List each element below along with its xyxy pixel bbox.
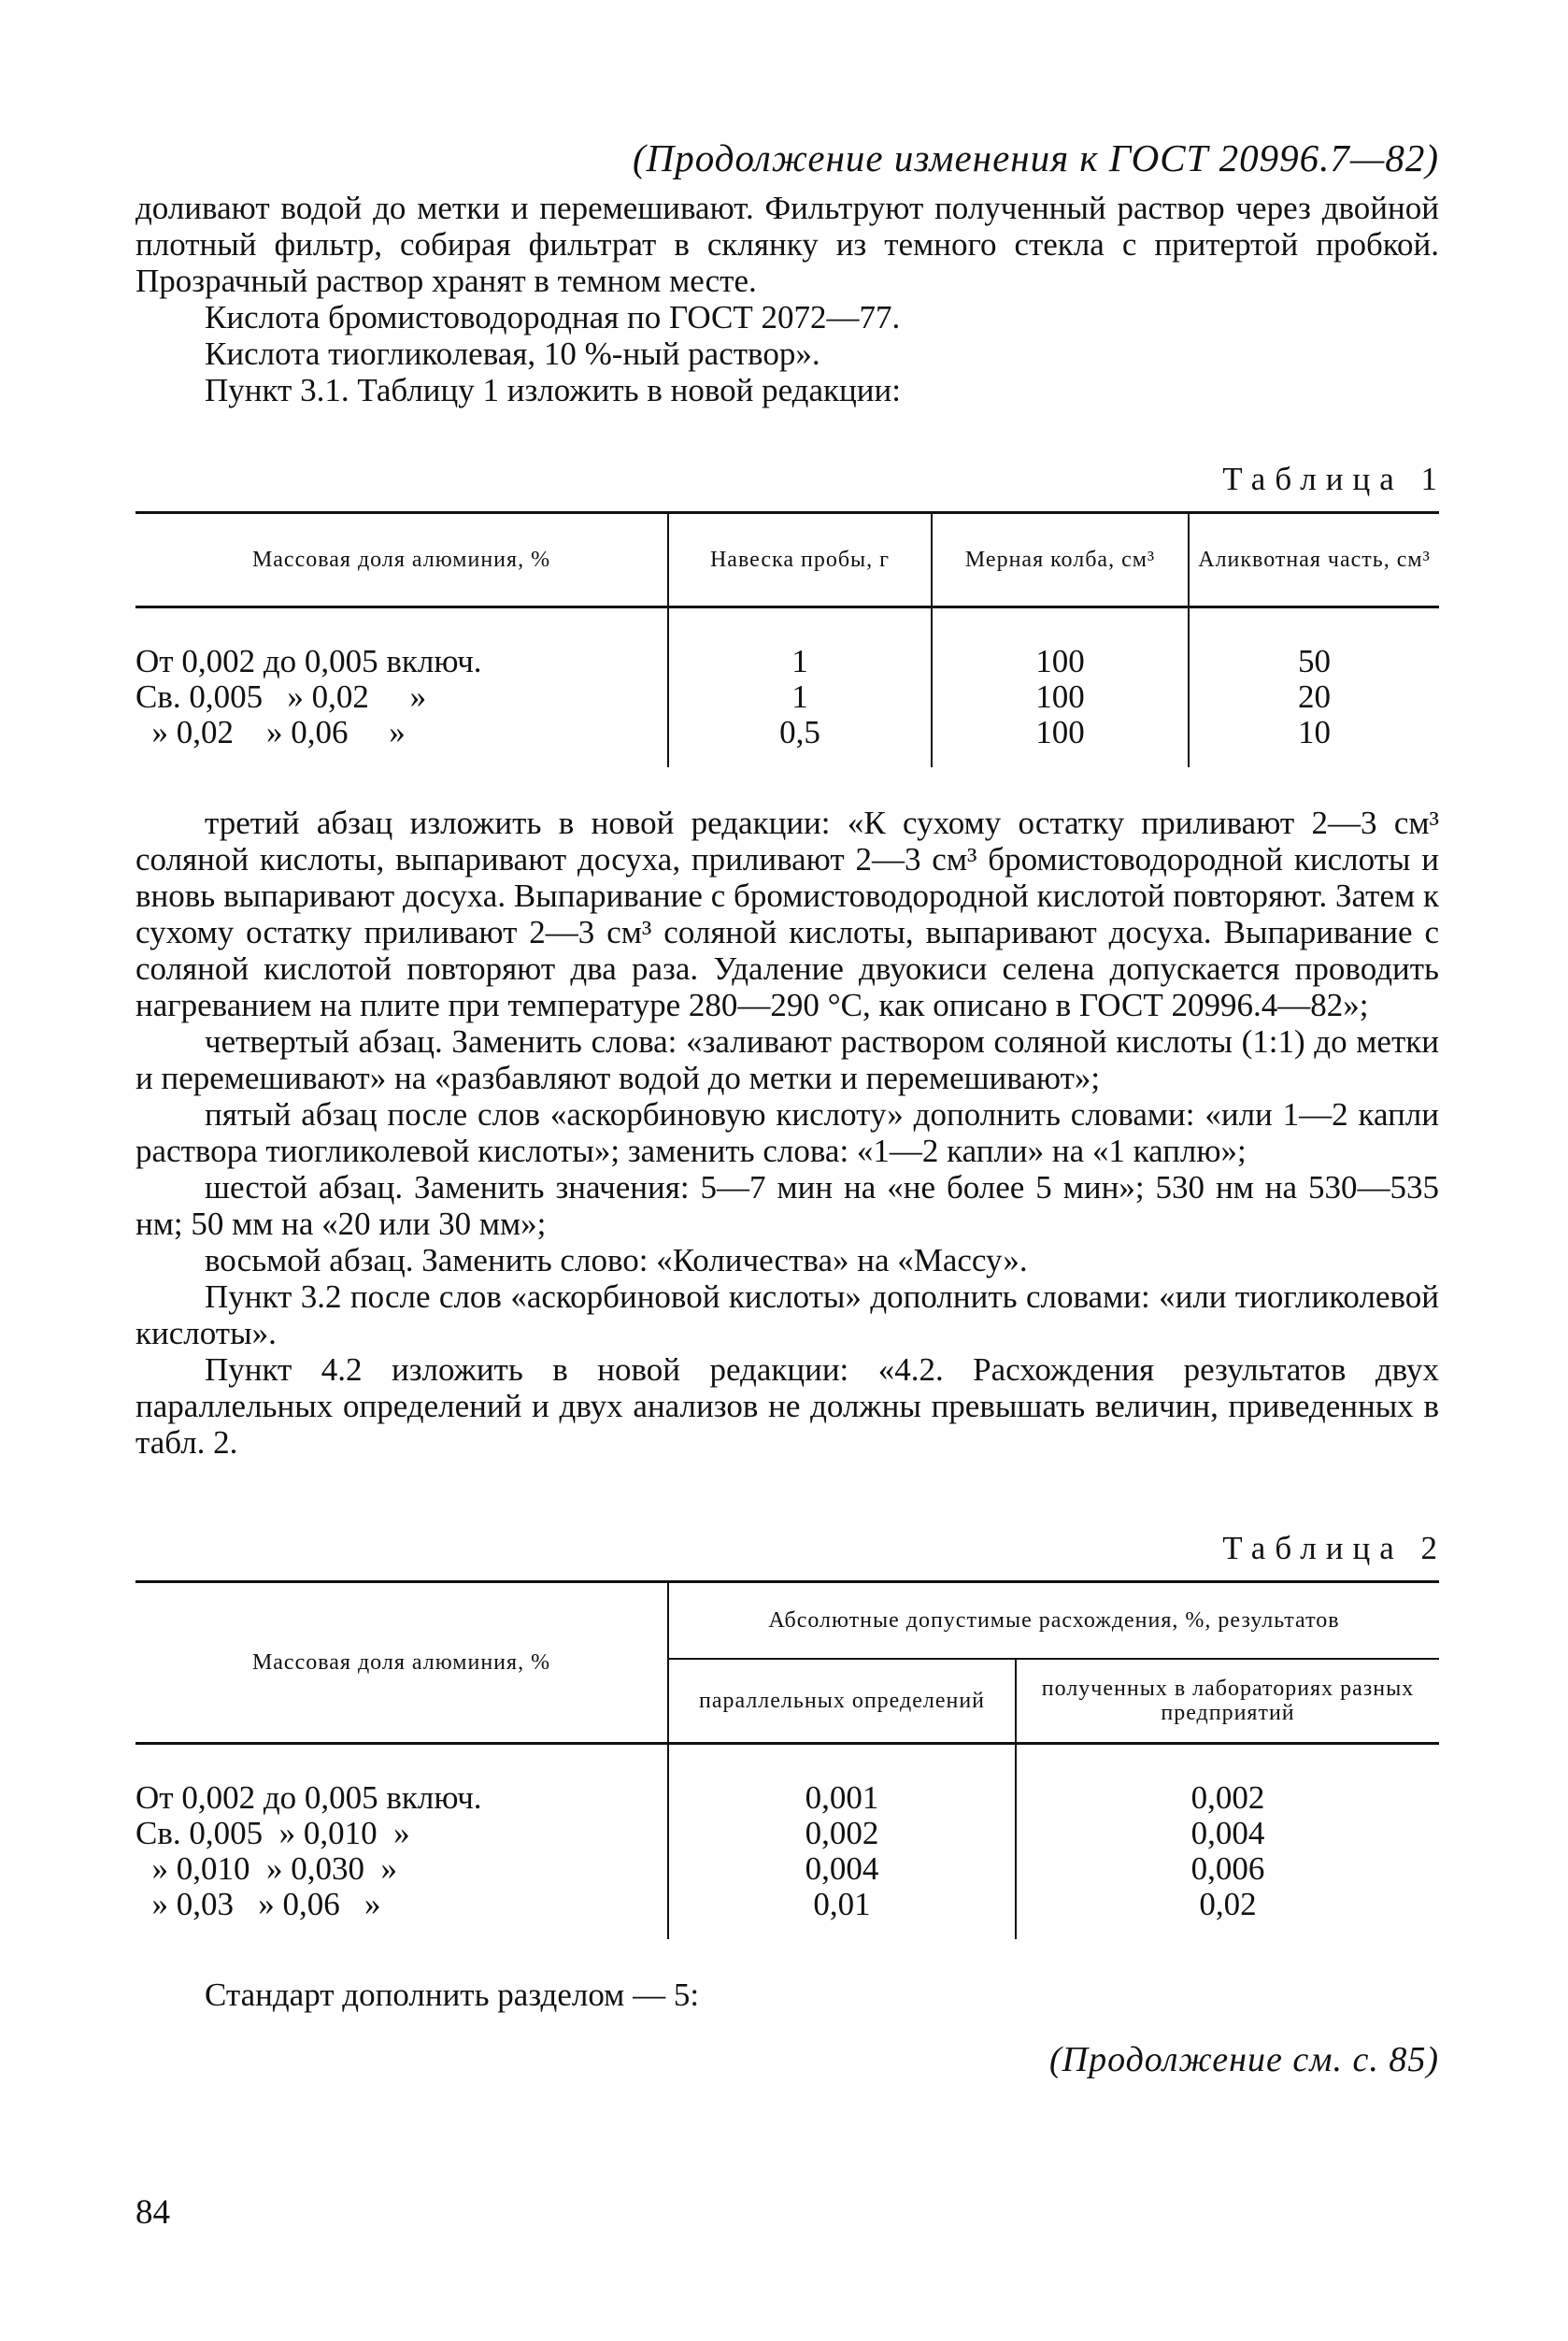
table2-cell: 0,002 <box>1016 1743 1439 1816</box>
table2-cell: 0,006 <box>1016 1851 1439 1887</box>
body-paragraph-4: шестой абзац. Заменить значения: 5—7 мин на «не более 5 мин»; 530 нм на 530—535 нм; 50 мм на «20 или 30 мм»; <box>135 1169 1439 1242</box>
intro-paragraph-4: Пункт 3.1. Таблицу 1 изложить в новой редакции: <box>205 372 901 408</box>
body-paragraph-7: Пункт 4.2 изложить в новой редакции: «4.2. Расхождения результатов двух параллельных определений и двух анализов не должны превышать величин, приведенных в табл. 2. <box>135 1351 1439 1461</box>
table1-header-row <box>135 513 1439 607</box>
table1-header-mass: Массовая доля алюминия, % <box>135 513 668 607</box>
table2-cell: 0,01 <box>668 1887 1016 1939</box>
table-1 <box>135 511 1439 767</box>
table2-caption: Таблица 2 <box>1222 1530 1447 1566</box>
table1-header-aliquot: Аликвотная часть, см³ <box>1189 513 1439 607</box>
table-row <box>135 1816 1439 1851</box>
table1-cell: Св. 0,005 » 0,02 » <box>135 678 427 715</box>
intro-paragraph-1: доливают водой до метки и перемешивают. Фильтруют полученный раствор через двойной плотный фильтр, собирая фильтрат в склянку из темного стекла с притертой пробкой. Прозрачный раствор хранят в темном месте. <box>135 190 1439 299</box>
table1-cell: 1 <box>668 607 932 680</box>
table1-cell: 50 <box>1189 607 1439 680</box>
table2-cell: » 0,03 » 0,06 » <box>135 1885 381 1922</box>
table1-caption: Таблица 1 <box>1222 461 1447 497</box>
table1-header-flask: Мерная колба, см³ <box>932 513 1189 607</box>
document-page <box>135 136 1447 2080</box>
intro-paragraph-3: Кислота тиогликолевая, 10 %-ный раствор». <box>205 335 820 372</box>
table2-cell: 0,001 <box>668 1743 1016 1816</box>
table-row <box>135 715 1439 767</box>
body-paragraph-5: восьмой абзац. Заменить слово: «Количества» на «Массу». <box>205 1242 1028 1278</box>
table1-cell: » 0,02 » 0,06 » <box>135 714 406 750</box>
table1-cell: 20 <box>1189 679 1439 715</box>
table2-header-row <box>135 1582 1439 1659</box>
table2-cell: 0,002 <box>668 1816 1016 1851</box>
table2-cell: 0,02 <box>1016 1887 1439 1939</box>
body-paragraph-3: пятый абзац после слов «аскорбиновую кислоту» дополнить словами: «или 1—2 капли раствора тиогликолевой кислоты»; заменить слова: «1—2 капли» на «1 каплю»; <box>135 1096 1439 1169</box>
table2-header-labs: полученных в лабораториях разных предприятий <box>1016 1659 1439 1744</box>
table-row <box>135 607 1439 680</box>
table2-header-group: Абсолютные допустимые расхождения, %, результатов <box>668 1582 1439 1659</box>
table1-cell: 10 <box>1189 715 1439 767</box>
header-continuation-note: (Продолжение изменения к ГОСТ 20996.7—82) <box>632 136 1439 179</box>
body-paragraph-2: четвертый абзац. Заменить слова: «заливают раствором соляной кислоты (1:1) до метки и перемешивают» на «разбавляют водой до метки и перемешивают»; <box>135 1023 1439 1096</box>
table1-cell: 100 <box>932 607 1189 680</box>
table-row <box>135 1851 1439 1887</box>
body-paragraph-6: Пункт 3.2 после слов «аскорбиновой кислоты» дополнить словами: «или тиогликолевой кислоты». <box>135 1278 1439 1351</box>
body-paragraph-1: третий абзац изложить в новой редакции: «К сухому остатку приливают 2—3 см³ соляной кислоты, выпаривают досуха, приливают 2—3 см³ бромистоводородной кислоты и вновь выпаривают досуха. Выпаривание с бромистоводородной кислотой повторяют. Затем к сухому остатку приливают 2—3 см³ соляной кислоты, выпаривают досуха. Выпаривание с соляной кислотой повторяют два раза. Удаление двуокиси селена допускается проводить нагреванием на плите при температуре 280—290 °С, как описано в ГОСТ 20996.4—82»; <box>135 805 1439 1023</box>
table-row <box>135 1887 1439 1939</box>
table1-cell: От 0,002 до 0,005 включ. <box>135 643 482 679</box>
table-2 <box>135 1580 1439 1939</box>
table-row <box>135 679 1439 715</box>
table-row <box>135 1743 1439 1816</box>
footer-continuation-note: (Продолжение см. с. 85) <box>1048 2039 1439 2079</box>
table2-cell: От 0,002 до 0,005 включ. <box>135 1778 482 1816</box>
table1-header-sample: Навеска пробы, г <box>668 513 932 607</box>
table1-cell: 100 <box>932 679 1189 715</box>
table2-cell: 0,004 <box>1016 1816 1439 1851</box>
table1-cell: 0,5 <box>668 715 932 767</box>
table2-cell: » 0,010 » 0,030 » <box>135 1849 397 1887</box>
table1-cell: 100 <box>932 715 1189 767</box>
table2-header-parallel: параллельных определений <box>668 1659 1016 1744</box>
page-number: 84 <box>135 2193 170 2232</box>
table2-cell: 0,004 <box>668 1851 1016 1887</box>
intro-paragraph-2: Кислота бромистоводородная по ГОСТ 2072—77. <box>205 299 901 335</box>
closing-line: Стандарт дополнить разделом — 5: <box>205 1976 700 2013</box>
table2-header-mass: Массовая доля алюминия, % <box>135 1582 668 1744</box>
table1-cell: 1 <box>668 679 932 715</box>
table2-cell: Св. 0,005 » 0,010 » <box>135 1814 410 1851</box>
